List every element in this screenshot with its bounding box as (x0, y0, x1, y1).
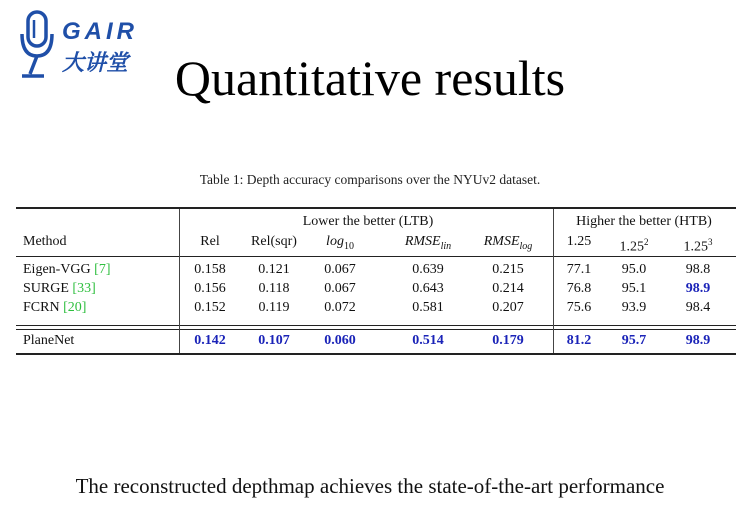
table-cell: 0.067 (324, 262, 356, 277)
col-header-delta2 (620, 233, 649, 257)
table-cell-best: 0.107 (258, 333, 290, 348)
row-method-planenet: PlaneNet (23, 333, 75, 348)
delta2-label: 1.25 (619, 239, 644, 255)
citation-bracket: [ (94, 262, 99, 277)
citation-bracket: ] (91, 281, 96, 296)
method-name: Eigen-VGG (23, 262, 95, 277)
rmse-log-label: RMSE (483, 234, 520, 249)
citation-link[interactable]: 33 (77, 281, 92, 296)
method-name: SURGE (23, 281, 73, 296)
slide-footer-text: The reconstructed depthmap achieves the state-of-the-art performance (75, 474, 665, 498)
slide-title: Quantitative results (174, 50, 566, 106)
log10-subscript: 10 (343, 240, 354, 252)
table-cell: 0.119 (258, 300, 290, 315)
row-method-fcrn (23, 299, 86, 317)
col-header-log10 (326, 233, 354, 256)
col-header-rmse-log (484, 233, 533, 256)
logo-text-en: GAIR (62, 18, 138, 45)
table-cell: 0.152 (194, 300, 226, 315)
table-cell: 0.643 (412, 281, 444, 296)
table-cell: 0.118 (258, 281, 290, 296)
delta3-superscript: 3 (708, 237, 713, 247)
separator-rule-1 (16, 325, 736, 326)
rmse-lin-subscript: lin (440, 240, 452, 252)
table-cell: 0.207 (492, 300, 524, 315)
group-divider (553, 209, 554, 353)
logo-text-zh: 大讲堂 (62, 51, 129, 76)
table-cell-best: 0.060 (324, 333, 356, 348)
citation-link[interactable]: 20 (67, 300, 82, 315)
rmse-log-subscript: log (519, 240, 533, 252)
table-cell: 0.158 (194, 262, 226, 277)
table-cell: 75.6 (566, 300, 592, 315)
method-name: FCRN (23, 300, 64, 315)
table-cell: 0.581 (412, 300, 444, 315)
table-cell-best: 0.514 (412, 333, 444, 348)
table-cell-best: 95.7 (621, 333, 647, 348)
citation-bracket: ] (105, 262, 111, 277)
delta2-superscript: 2 (644, 237, 649, 247)
table-cell: 93.9 (621, 300, 647, 315)
table-caption: Table 1: Depth accuracy comparisons over the NYUv2 dataset. (199, 172, 541, 187)
table-cell-best: 81.2 (566, 333, 592, 348)
col-header-delta1: 1.25 (566, 234, 592, 249)
rmse-lin-label: RMSE (404, 234, 441, 249)
separator-rule-2 (16, 329, 736, 330)
table-bottom-rule (16, 353, 736, 355)
col-header-rel: Rel (200, 234, 220, 249)
citation-bracket: [ (63, 300, 68, 315)
table-top-rule (16, 207, 736, 209)
col-header-method: Method (23, 234, 67, 249)
table-cell: 98.8 (685, 262, 711, 277)
log10-label: log (326, 234, 344, 249)
col-header-delta3 (684, 233, 713, 257)
table-cell: 0.214 (492, 281, 524, 296)
table-cell: 0.215 (492, 262, 524, 277)
table-cell: 0.639 (412, 262, 444, 277)
group-header-ltb: Lower the better (LTB) (302, 214, 434, 229)
table-cell-best: 0.142 (194, 333, 226, 348)
method-divider (179, 209, 180, 353)
table-cell-best: 0.179 (492, 333, 524, 348)
citation-bracket: ] (81, 300, 87, 315)
table-cell: 0.067 (324, 281, 356, 296)
group-header-htb: Higher the better (HTB) (576, 214, 712, 229)
table-cell: 77.1 (566, 262, 592, 277)
table-cell: 98.4 (685, 300, 711, 315)
table-cell: 0.072 (324, 300, 356, 315)
table-cell-best: 98.9 (685, 281, 711, 296)
row-method-surge (23, 280, 96, 298)
table-cell: 0.156 (194, 281, 226, 296)
table-cell-best: 98.9 (685, 333, 711, 348)
table-cell: 76.8 (566, 281, 592, 296)
col-header-rel-sqr: Rel(sqr) (251, 234, 297, 249)
col-header-rmse-lin (405, 233, 451, 256)
citation-bracket: [ (72, 281, 78, 296)
table-cell: 95.0 (621, 262, 647, 277)
table-cell: 95.1 (621, 281, 647, 296)
row-method-eigen-vgg (23, 261, 111, 279)
depth-accuracy-table (16, 205, 736, 355)
delta3-label: 1.25 (683, 239, 708, 255)
citation-link[interactable]: 7 (98, 262, 106, 277)
table-cell: 0.121 (258, 262, 290, 277)
